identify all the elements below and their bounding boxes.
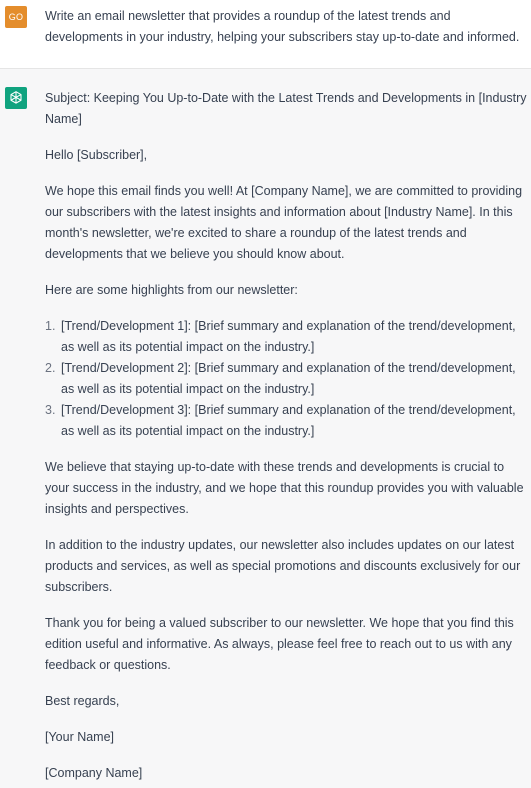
email-your-name: [Your Name] [45,730,115,744]
user-message [0,0,531,69]
user-avatar: GO [5,6,27,28]
list-item [45,400,529,442]
openai-logo-icon [5,87,27,109]
email-intro: We hope this email finds you well! At [Company Name], we are committed to providing our subscribers with the latest insights and information about [Industry Name]. In this month's newsletter, we're excited to share a roundup of the latest trends and developments that we believe you should know about. [45,184,523,261]
list-number: 2. [45,361,56,375]
highlights-list [45,316,529,442]
list-item-text: [Trend/Development 3]: [Brief summary and explanation of the trend/development, as well as its potential impact on the industry.] [61,403,516,438]
list-number: 1. [45,319,56,333]
email-signoff: Best regards, [45,694,120,708]
email-greeting: Hello [Subscriber], [45,148,148,162]
user-message-text: Write an email newsletter that provides a roundup of the latest trends and developments in your industry, helping your subscribers stay up-to-date and informed. [45,9,520,44]
email-subject: Subject: Keeping You Up-to-Date with the Latest Trends and Developments in [Industry Name] [45,91,527,126]
email-company-name: [Company Name] [45,766,143,780]
list-item-text: [Trend/Development 2]: [Brief summary and explanation of the trend/development, as well as its potential impact on the industry.] [61,361,516,396]
email-thanks: Thank you for being a valued subscriber to our newsletter. We hope that you find this edition useful and informative. As always, please feel free to reach out to us with any feedback or questions. [45,616,514,672]
list-item [45,316,529,358]
list-item-text: [Trend/Development 1]: [Brief summary and explanation of the trend/development, as well as its potential impact on the industry.] [61,319,516,354]
email-belief: We believe that staying up-to-date with these trends and developments is crucial to your success in the industry, and we hope that this roundup provides you with valuable insights and perspectives. [45,460,524,516]
highlights-intro: Here are some highlights from our newsletter: [45,283,298,297]
email-addition: In addition to the industry updates, our newsletter also includes updates on our latest products and services, as well as special promotions and discounts exclusively for our subscribers. [45,538,521,594]
list-number: 3. [45,403,56,417]
list-item [45,358,529,400]
assistant-message-content [45,88,529,788]
